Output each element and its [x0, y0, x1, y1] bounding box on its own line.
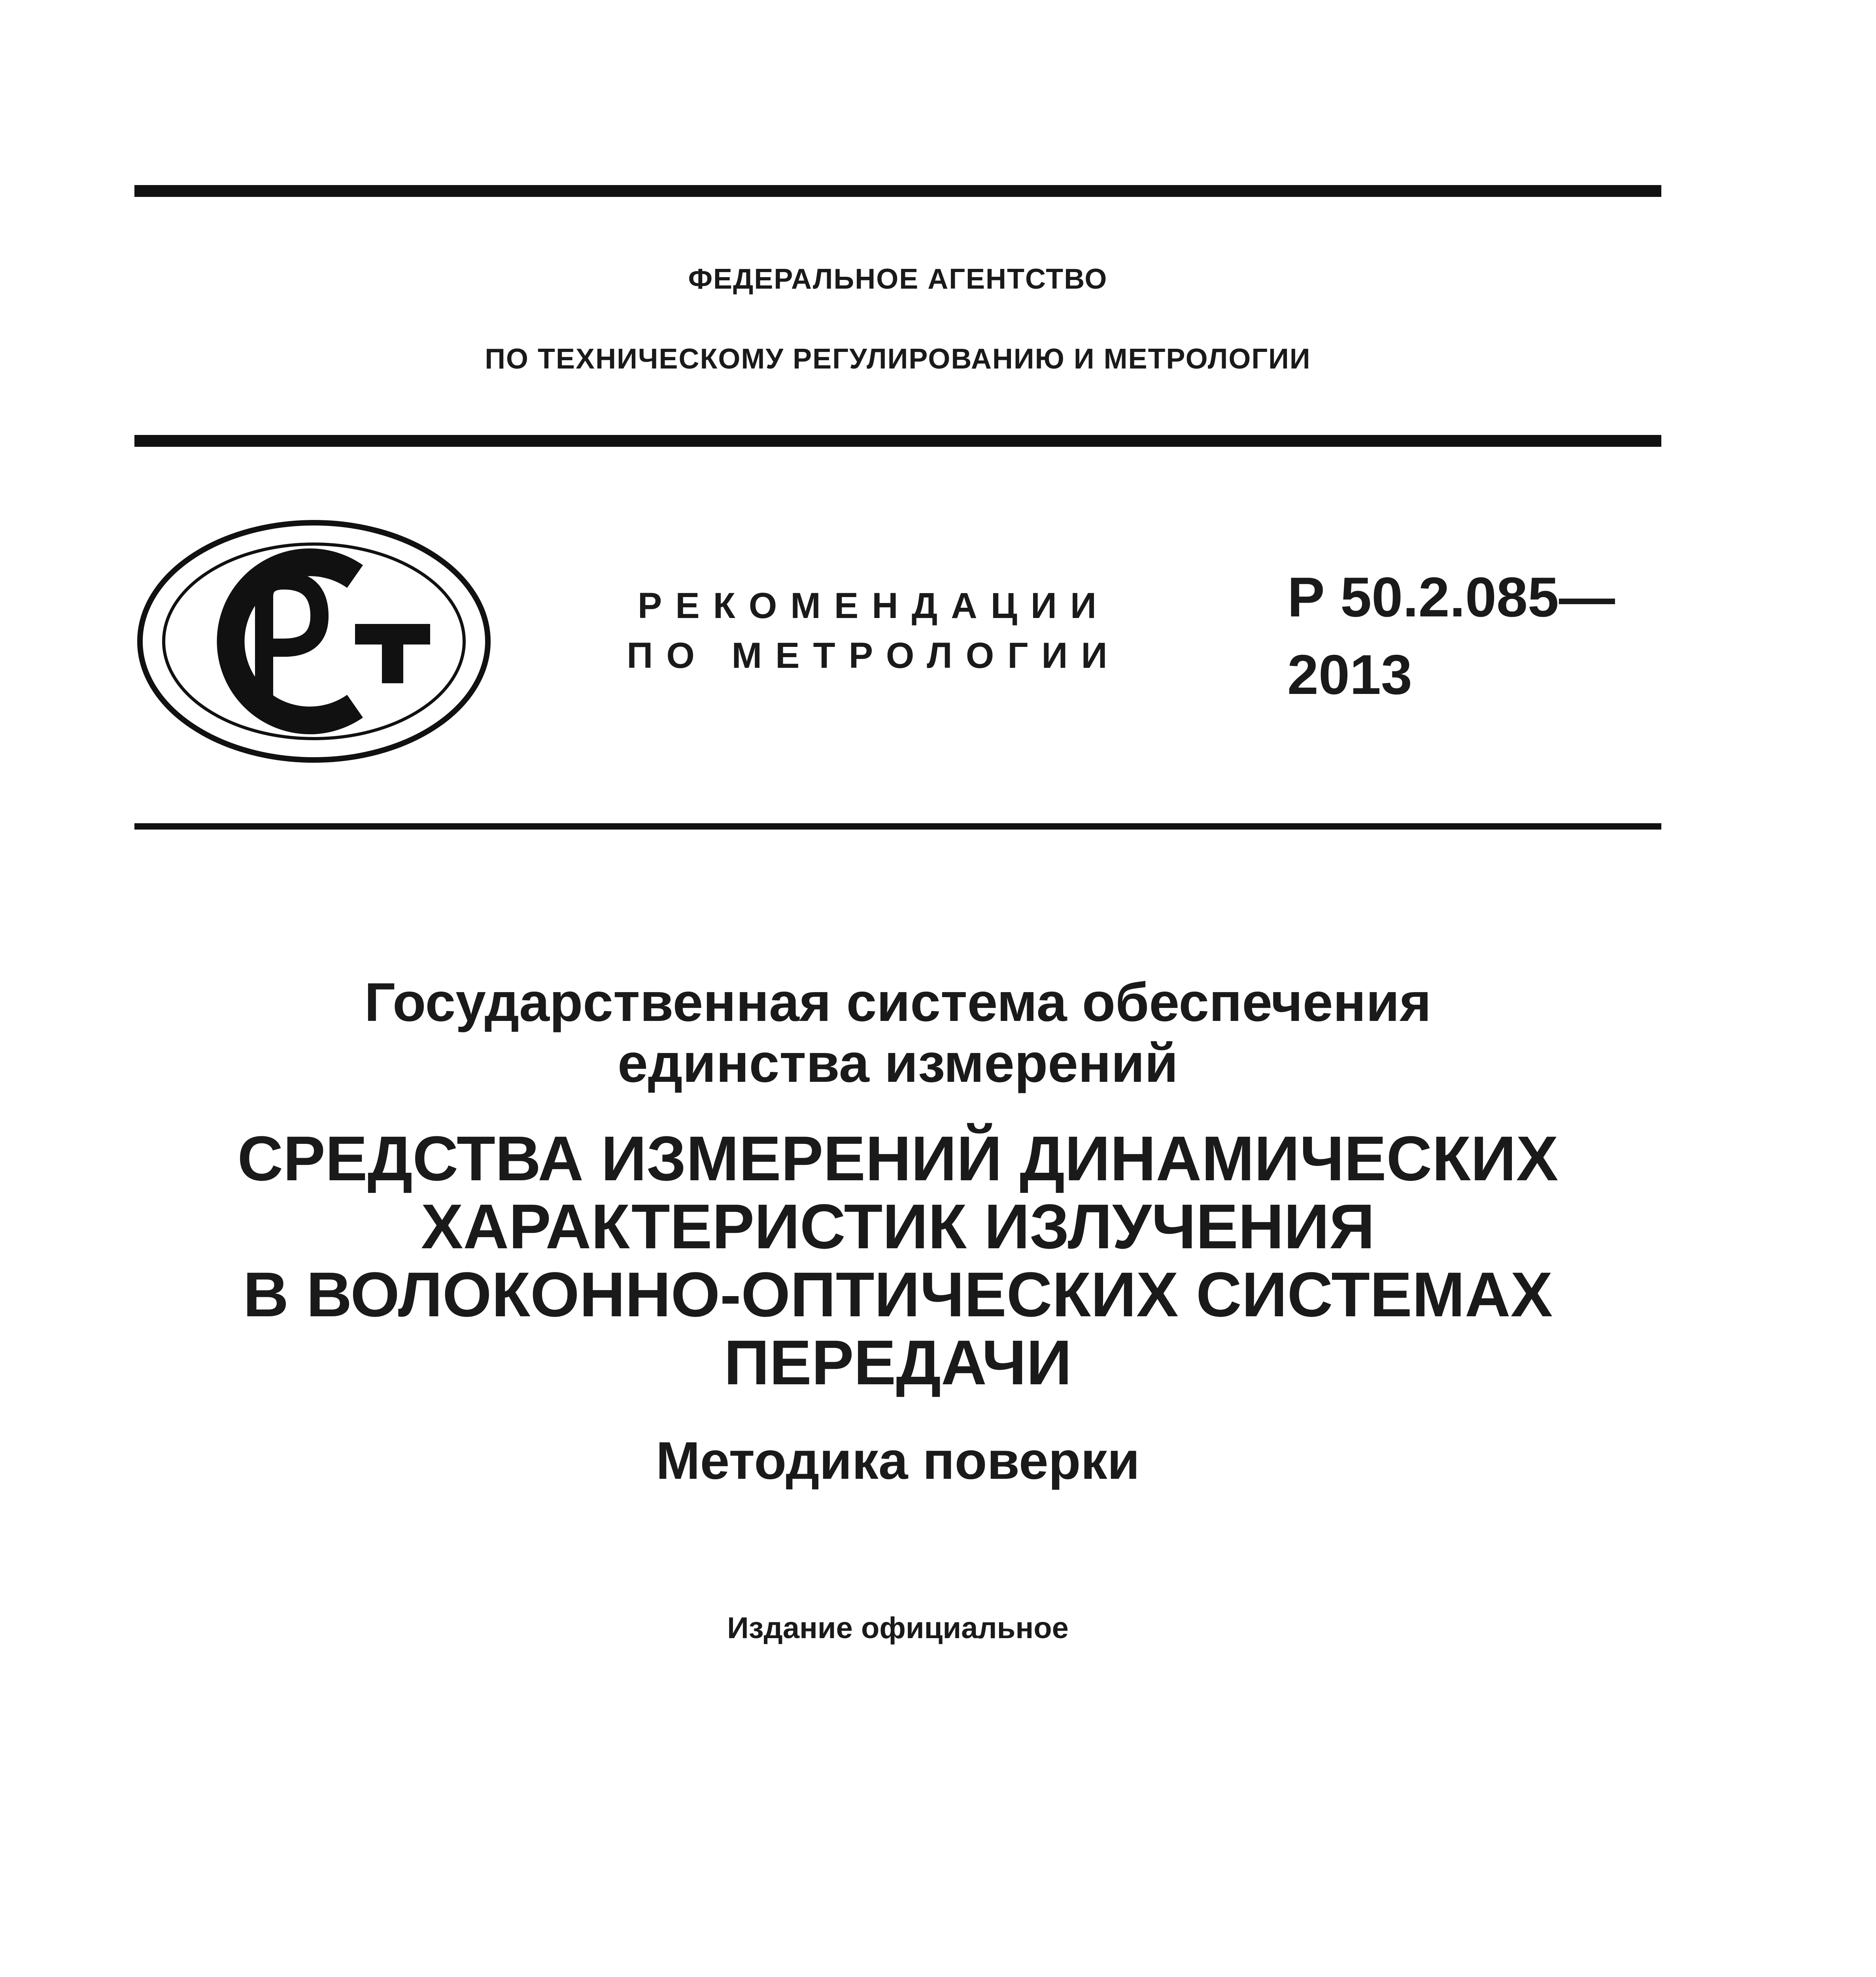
- subject-line-2: единства измерений: [618, 1033, 1178, 1094]
- main-title-line-4: ПЕРЕДАЧИ: [724, 1327, 1072, 1398]
- agency-line-1: ФЕДЕРАЛЬНОЕ АГЕНТСТВО: [688, 263, 1108, 295]
- method-subtitle: Методика поверки: [656, 1431, 1140, 1490]
- agency-line-2: ПО ТЕХНИЧЕСКОМУ РЕГУЛИРОВАНИЮ И МЕТРОЛОГИИ: [485, 343, 1311, 375]
- middle-rule: [134, 435, 1661, 447]
- subject-line-1: Государственная система обеспечения: [364, 972, 1432, 1033]
- edition-note: Издание официальное: [727, 1611, 1069, 1645]
- series-line-2: ПО МЕТРОЛОГИИ: [627, 635, 1121, 676]
- gost-emblem-icon: [134, 517, 494, 765]
- main-title-line-3: В ВОЛОКОННО-ОПТИЧЕСКИХ СИСТЕМАХ: [243, 1259, 1553, 1330]
- main-title-line-1: СРЕДСТВА ИЗМЕРЕНИЙ ДИНАМИЧЕСКИХ: [237, 1123, 1559, 1194]
- bottom-rule: [134, 823, 1661, 830]
- top-rule: [134, 185, 1661, 197]
- document-designation: Р 50.2.085—: [1287, 566, 1615, 629]
- main-title-line-2: ХАРАКТЕРИСТИК ИЗЛУЧЕНИЯ: [421, 1191, 1375, 1262]
- document-year: 2013: [1287, 643, 1412, 706]
- series-line-1: РЕКОМЕНДАЦИИ: [637, 586, 1110, 626]
